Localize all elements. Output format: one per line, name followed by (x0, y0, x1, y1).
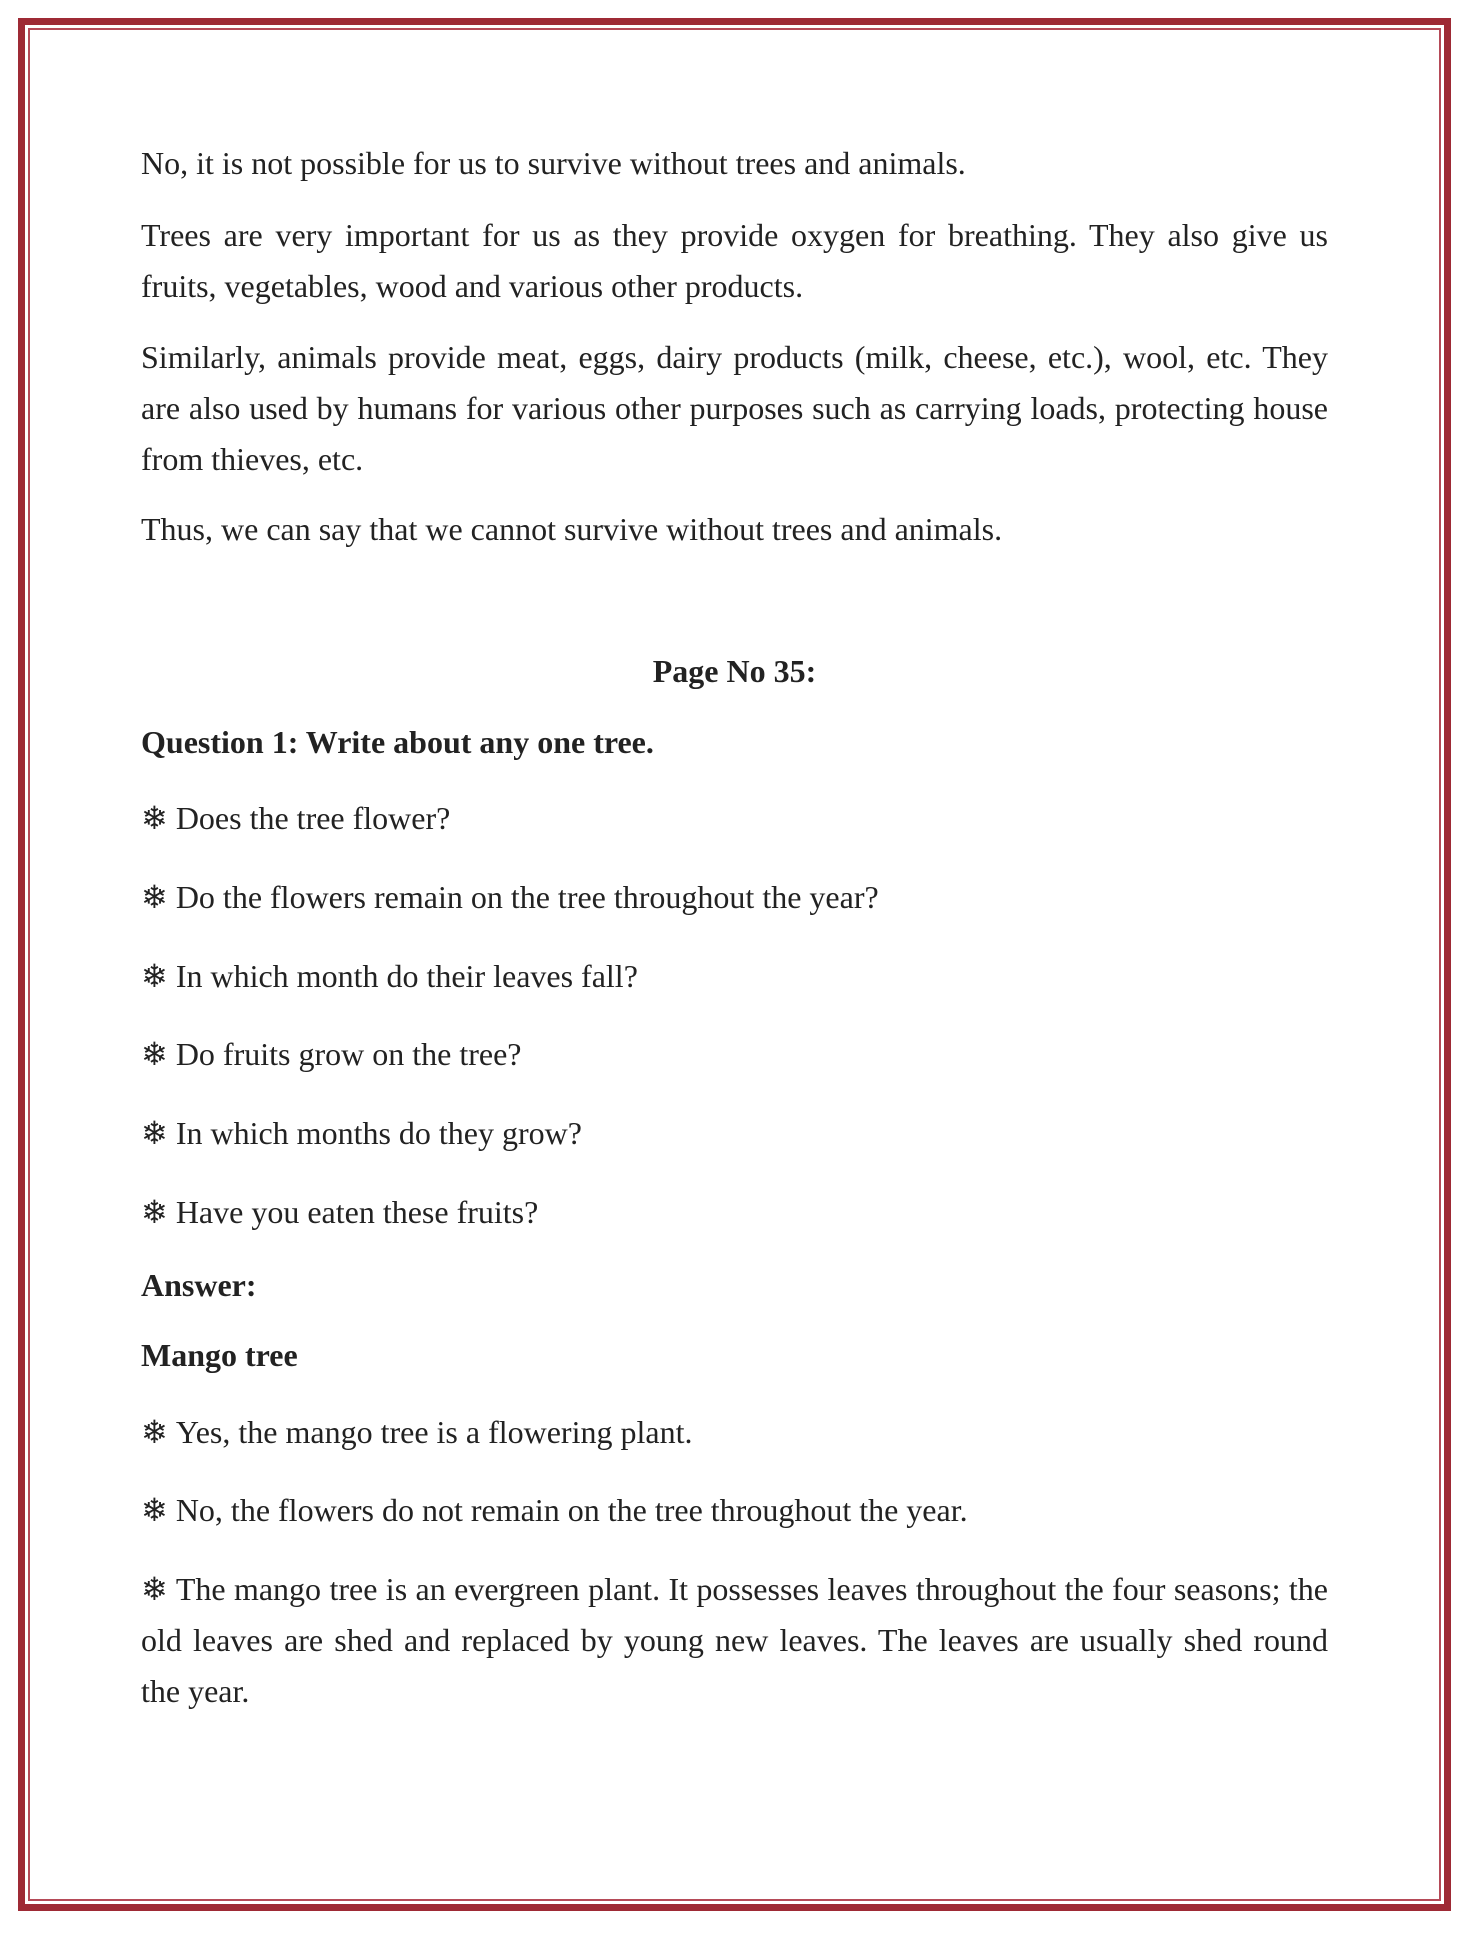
question-item: ❄ Do fruits grow on the tree? (141, 1036, 522, 1072)
paragraph: Trees are very important for us as they provide oxygen for breathing. They also give us fruits, vegetables, wood and various other products. (141, 217, 1328, 304)
snowflake-bullet-icon: ❄ (141, 1115, 168, 1151)
answer-item: ❄ The mango tree is an evergreen plant. It possesses leaves throughout the four seasons; the old leaves are shed and replaced by young new leaves. The leaves are usually shed round the year. (141, 1571, 1328, 1709)
page-heading: Page No 35: (652, 653, 817, 689)
answer-label: Answer: (141, 1267, 257, 1303)
answer-item: ❄ Yes, the mango tree is a flowering plant. (141, 1414, 693, 1450)
answer-title: Mango tree (141, 1337, 298, 1373)
paragraph: Similarly, animals provide meat, eggs, dairy products (milk, cheese, etc.), wool, etc. They are also used by humans for various other purposes such as carrying loads, protecting house from thieves, etc. (141, 339, 1328, 477)
snowflake-bullet-icon: ❄ (141, 879, 168, 915)
snowflake-bullet-icon: ❄ (141, 1492, 168, 1528)
question-item: ❄ In which month do their leaves fall? (141, 958, 638, 994)
snowflake-bullet-icon: ❄ (141, 958, 168, 994)
question-item: ❄ Do the flowers remain on the tree throughout the year? (141, 879, 879, 915)
paragraph: No, it is not possible for us to survive without trees and animals. (141, 145, 966, 181)
snowflake-bullet-icon: ❄ (141, 1194, 168, 1230)
snowflake-bullet-icon: ❄ (141, 1571, 168, 1607)
snowflake-bullet-icon: ❄ (141, 1036, 168, 1072)
snowflake-bullet-icon: ❄ (141, 1414, 168, 1450)
question-item: ❄ Does the tree flower? (141, 800, 451, 836)
question-item: ❄ In which months do they grow? (141, 1115, 582, 1151)
question-item: ❄ Have you eaten these fruits? (141, 1194, 539, 1230)
paragraph: Thus, we can say that we cannot survive without trees and animals. (141, 511, 1003, 547)
snowflake-bullet-icon: ❄ (141, 800, 168, 836)
answer-item: ❄ No, the flowers do not remain on the tree throughout the year. (141, 1492, 968, 1528)
question-heading: Question 1: Write about any one tree. (141, 724, 654, 760)
